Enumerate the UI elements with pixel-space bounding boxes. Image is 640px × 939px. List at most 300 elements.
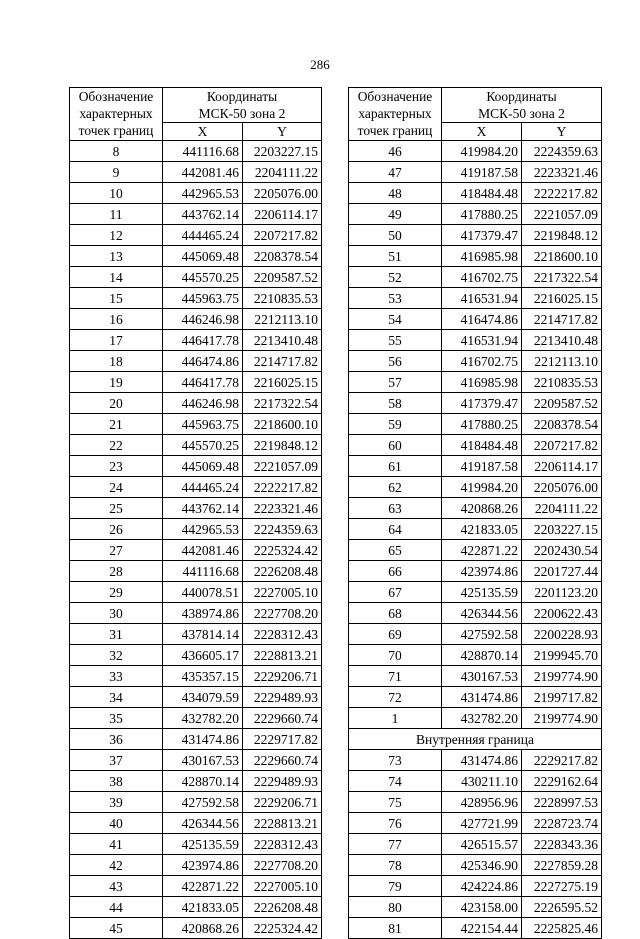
coord-y: 2200228.93 <box>522 624 602 645</box>
coord-y: 2228312.43 <box>243 624 322 645</box>
header-x: X <box>442 123 522 141</box>
coord-y: 2217322.54 <box>522 267 602 288</box>
header-coordinates <box>163 88 322 106</box>
coord-x: 430167.53 <box>442 666 522 687</box>
coord-x: 432782.20 <box>442 708 522 729</box>
table-row <box>349 183 602 204</box>
coord-y: 2201123.20 <box>522 582 602 603</box>
table-row <box>349 204 602 225</box>
coord-x: 419187.58 <box>442 456 522 477</box>
table-row <box>70 540 322 561</box>
point-id: 43 <box>70 876 163 897</box>
point-id: 65 <box>349 540 442 561</box>
table-row <box>70 288 322 309</box>
table-row <box>349 855 602 876</box>
coord-y: 2216025.15 <box>243 372 322 393</box>
point-id: 67 <box>349 582 442 603</box>
point-id: 79 <box>349 876 442 897</box>
header-y: Y <box>243 123 322 141</box>
coord-y: 2209587.52 <box>243 267 322 288</box>
table-row <box>349 162 602 183</box>
point-id: 35 <box>70 708 163 729</box>
coord-y: 2209587.52 <box>522 393 602 414</box>
point-id: 53 <box>349 288 442 309</box>
table-row <box>70 834 322 855</box>
coord-x: 428870.14 <box>442 645 522 666</box>
coord-y: 2224359.63 <box>243 519 322 540</box>
coord-y: 2226208.48 <box>243 561 322 582</box>
point-id: 63 <box>349 498 442 519</box>
table-row <box>349 435 602 456</box>
point-id: 57 <box>349 372 442 393</box>
coord-y: 2229489.93 <box>243 687 322 708</box>
coord-x: 416531.94 <box>442 288 522 309</box>
header-x: X <box>163 123 243 141</box>
coord-y: 2199717.82 <box>522 687 602 708</box>
point-id: 17 <box>70 330 163 351</box>
table-row <box>70 141 322 162</box>
coord-x: 430211.10 <box>442 771 522 792</box>
coord-x: 417379.47 <box>442 225 522 246</box>
point-id: 68 <box>349 603 442 624</box>
coord-x: 437814.14 <box>163 624 243 645</box>
coord-x: 416474.86 <box>442 309 522 330</box>
coord-x: 427592.58 <box>163 792 243 813</box>
table-row <box>70 267 322 288</box>
coord-y: 2200622.43 <box>522 603 602 624</box>
table-row <box>70 351 322 372</box>
coord-y: 2213410.48 <box>243 330 322 351</box>
table-row <box>70 519 322 540</box>
coord-x: 442965.53 <box>163 519 243 540</box>
coordinates-table-right <box>348 87 602 939</box>
table-row <box>70 225 322 246</box>
coord-x: 417880.25 <box>442 204 522 225</box>
table-row <box>70 183 322 204</box>
coord-x: 423974.86 <box>442 561 522 582</box>
coord-y: 2229660.74 <box>243 708 322 729</box>
coord-x: 445570.25 <box>163 267 243 288</box>
header-coords-label-2: МСК-50 зона 2 <box>198 105 286 121</box>
point-id: 23 <box>70 456 163 477</box>
coord-x: 423158.00 <box>442 897 522 918</box>
coord-x: 446246.98 <box>163 393 243 414</box>
coord-y: 2228997.53 <box>522 792 602 813</box>
coord-x: 421833.05 <box>442 519 522 540</box>
point-id: 72 <box>349 687 442 708</box>
table-row <box>349 477 602 498</box>
coord-x: 428956.96 <box>442 792 522 813</box>
header-coordinates-system <box>442 105 602 123</box>
point-id: 27 <box>70 540 163 561</box>
coord-y: 2204111.22 <box>522 498 602 519</box>
table-row <box>70 603 322 624</box>
table-row <box>70 414 322 435</box>
coord-y: 2227859.28 <box>522 855 602 876</box>
coord-y: 2225324.42 <box>243 540 322 561</box>
table-row <box>349 708 602 729</box>
header-coords-label-1: Координаты <box>206 88 278 104</box>
coord-x: 416985.98 <box>442 372 522 393</box>
header-coordinates-system <box>163 105 322 123</box>
coord-x: 420868.26 <box>163 918 243 939</box>
coord-y: 2213410.48 <box>522 330 602 351</box>
point-id: 15 <box>70 288 163 309</box>
coord-x: 426344.56 <box>442 603 522 624</box>
coord-y: 2225825.46 <box>522 918 602 939</box>
coord-x: 443762.14 <box>163 498 243 519</box>
coord-y: 2228813.21 <box>243 645 322 666</box>
coord-y: 2229489.93 <box>243 771 322 792</box>
coord-y: 2222217.82 <box>522 183 602 204</box>
point-id: 50 <box>349 225 442 246</box>
table-row <box>70 498 322 519</box>
coord-y: 2227275.19 <box>522 876 602 897</box>
point-id: 10 <box>70 183 163 204</box>
point-id: 73 <box>349 750 442 771</box>
header-point-designation-cont2 <box>349 123 442 141</box>
header-point-designation <box>349 88 442 106</box>
coord-x: 446246.98 <box>163 309 243 330</box>
coord-y: 2199774.90 <box>522 666 602 687</box>
point-id: 55 <box>349 330 442 351</box>
point-id: 54 <box>349 309 442 330</box>
coord-x: 416531.94 <box>442 330 522 351</box>
coord-x: 416985.98 <box>442 246 522 267</box>
point-id: 31 <box>70 624 163 645</box>
table-row <box>349 687 602 708</box>
coord-x: 427721.99 <box>442 813 522 834</box>
coord-x: 435357.15 <box>163 666 243 687</box>
coord-x: 441116.68 <box>163 561 243 582</box>
table-row <box>70 582 322 603</box>
table-row <box>349 288 602 309</box>
coord-x: 427592.58 <box>442 624 522 645</box>
point-id: 20 <box>70 393 163 414</box>
coord-x: 431474.86 <box>163 729 243 750</box>
point-id: 71 <box>349 666 442 687</box>
point-id: 19 <box>70 372 163 393</box>
coord-y: 2219848.12 <box>243 435 322 456</box>
coord-x: 434079.59 <box>163 687 243 708</box>
table-row <box>70 876 322 897</box>
header-point-label-3: точек границ <box>357 123 433 139</box>
coord-y: 2229717.82 <box>243 729 322 750</box>
table-row <box>349 876 602 897</box>
point-id: 56 <box>349 351 442 372</box>
point-id: 9 <box>70 162 163 183</box>
table-row <box>70 624 322 645</box>
point-id: 30 <box>70 603 163 624</box>
coord-y: 2214717.82 <box>522 309 602 330</box>
table-row <box>349 561 602 582</box>
coord-y: 2208378.54 <box>243 246 322 267</box>
table-row <box>349 351 602 372</box>
coord-x: 446417.78 <box>163 372 243 393</box>
coord-y: 2224359.63 <box>522 141 602 162</box>
coord-y: 2223321.46 <box>243 498 322 519</box>
point-id: 46 <box>349 141 442 162</box>
coord-x: 442081.46 <box>163 162 243 183</box>
table-row <box>349 582 602 603</box>
coord-x: 445963.75 <box>163 414 243 435</box>
point-id: 70 <box>349 645 442 666</box>
coord-x: 445069.48 <box>163 246 243 267</box>
point-id: 62 <box>349 477 442 498</box>
coord-x: 444465.24 <box>163 225 243 246</box>
point-id: 74 <box>349 771 442 792</box>
point-id: 49 <box>349 204 442 225</box>
table-row <box>70 204 322 225</box>
point-id: 36 <box>70 729 163 750</box>
coord-x: 418484.48 <box>442 435 522 456</box>
coord-x: 442081.46 <box>163 540 243 561</box>
left-table-body <box>70 141 322 939</box>
coord-x: 441116.68 <box>163 141 243 162</box>
header-coordinates <box>442 88 602 106</box>
coord-x: 420868.26 <box>442 498 522 519</box>
coord-y: 2204111.22 <box>243 162 322 183</box>
point-id: 78 <box>349 855 442 876</box>
coord-x: 442965.53 <box>163 183 243 204</box>
point-id: 32 <box>70 645 163 666</box>
point-id: 33 <box>70 666 163 687</box>
coord-y: 2225324.42 <box>243 918 322 939</box>
coord-x: 444465.24 <box>163 477 243 498</box>
point-id: 39 <box>70 792 163 813</box>
coord-x: 425135.59 <box>442 582 522 603</box>
coord-y: 2226595.52 <box>522 897 602 918</box>
table-row <box>349 330 602 351</box>
point-id: 34 <box>70 687 163 708</box>
table-row <box>70 855 322 876</box>
table-row <box>349 771 602 792</box>
header-coords-label-2: МСК-50 зона 2 <box>478 105 565 121</box>
point-id: 40 <box>70 813 163 834</box>
coord-y: 2227708.20 <box>243 855 322 876</box>
coord-x: 443762.14 <box>163 204 243 225</box>
coord-y: 2207217.82 <box>522 435 602 456</box>
table-row <box>70 456 322 477</box>
point-id: 76 <box>349 813 442 834</box>
section-row <box>349 729 602 750</box>
coord-x: 421833.05 <box>163 897 243 918</box>
header-point-designation-cont <box>70 105 163 123</box>
coord-y: 2218600.10 <box>522 246 602 267</box>
table-row <box>70 645 322 666</box>
point-id: 13 <box>70 246 163 267</box>
coord-y: 2205076.00 <box>243 183 322 204</box>
point-id: 28 <box>70 561 163 582</box>
coord-y: 2221057.09 <box>243 456 322 477</box>
point-id: 60 <box>349 435 442 456</box>
table-row <box>349 456 602 477</box>
coord-x: 432782.20 <box>163 708 243 729</box>
coord-y: 2228813.21 <box>243 813 322 834</box>
coord-x: 425135.59 <box>163 834 243 855</box>
coord-x: 422154.44 <box>442 918 522 939</box>
coord-x: 445570.25 <box>163 435 243 456</box>
table-row <box>70 813 322 834</box>
point-id: 29 <box>70 582 163 603</box>
coord-y: 2206114.17 <box>243 204 322 225</box>
table-row <box>349 246 602 267</box>
coord-y: 2222217.82 <box>243 477 322 498</box>
point-id: 26 <box>70 519 163 540</box>
table-row <box>349 666 602 687</box>
coord-y: 2206114.17 <box>522 456 602 477</box>
coord-x: 436605.17 <box>163 645 243 666</box>
point-id: 24 <box>70 477 163 498</box>
point-id: 16 <box>70 309 163 330</box>
header-point-label-2: характерных <box>79 105 153 121</box>
coord-y: 2214717.82 <box>243 351 322 372</box>
coord-x: 426515.57 <box>442 834 522 855</box>
header-point-label-2: характерных <box>358 105 432 121</box>
table-row <box>70 561 322 582</box>
table-row <box>70 666 322 687</box>
coord-y: 2227005.10 <box>243 876 322 897</box>
coord-y: 2216025.15 <box>522 288 602 309</box>
point-id: 80 <box>349 897 442 918</box>
coord-x: 419984.20 <box>442 477 522 498</box>
coord-y: 2207217.82 <box>243 225 322 246</box>
coord-y: 2229217.82 <box>522 750 602 771</box>
table-row <box>70 435 322 456</box>
coord-y: 2228723.74 <box>522 813 602 834</box>
point-id: 14 <box>70 267 163 288</box>
table-row <box>70 393 322 414</box>
point-id: 77 <box>349 834 442 855</box>
header-point-label-1: Обозначение <box>357 88 433 104</box>
coord-x: 430167.53 <box>163 750 243 771</box>
point-id: 47 <box>349 162 442 183</box>
coord-y: 2228312.43 <box>243 834 322 855</box>
table-row <box>349 897 602 918</box>
coord-x: 440078.51 <box>163 582 243 603</box>
coord-y: 2208378.54 <box>522 414 602 435</box>
coordinates-table-left <box>69 87 322 939</box>
header-point-label-1: Обозначение <box>78 88 154 104</box>
table-row <box>70 477 322 498</box>
coord-x: 431474.86 <box>442 687 522 708</box>
coord-y: 2227005.10 <box>243 582 322 603</box>
point-id: 18 <box>70 351 163 372</box>
header-point-designation <box>70 88 163 106</box>
coord-y: 2212113.10 <box>522 351 602 372</box>
table-row <box>70 771 322 792</box>
table-row <box>349 414 602 435</box>
header-point-label-3: точек границ <box>78 123 154 139</box>
coord-y: 2228343.36 <box>522 834 602 855</box>
point-id: 21 <box>70 414 163 435</box>
inner-boundary-label: Внутренняя граница <box>349 729 602 750</box>
coord-y: 2210835.53 <box>522 372 602 393</box>
coord-x: 423974.86 <box>163 855 243 876</box>
point-id: 25 <box>70 498 163 519</box>
table-row <box>349 519 602 540</box>
coord-x: 431474.86 <box>442 750 522 771</box>
point-id: 66 <box>349 561 442 582</box>
table-row <box>70 246 322 267</box>
coord-y: 2201727.44 <box>522 561 602 582</box>
point-id: 64 <box>349 519 442 540</box>
coord-x: 416702.75 <box>442 267 522 288</box>
table-row <box>349 624 602 645</box>
coord-y: 2202430.54 <box>522 540 602 561</box>
coord-x: 419984.20 <box>442 141 522 162</box>
coord-x: 422871.22 <box>442 540 522 561</box>
table-row <box>70 372 322 393</box>
table-row <box>70 708 322 729</box>
coord-y: 2199945.70 <box>522 645 602 666</box>
table-row <box>349 309 602 330</box>
point-id: 75 <box>349 792 442 813</box>
point-id: 22 <box>70 435 163 456</box>
coord-x: 438974.86 <box>163 603 243 624</box>
coord-x: 418484.48 <box>442 183 522 204</box>
coord-y: 2217322.54 <box>243 393 322 414</box>
header-y: Y <box>522 123 602 141</box>
coord-x: 416702.75 <box>442 351 522 372</box>
coord-y: 2199774.90 <box>522 708 602 729</box>
coord-x: 445963.75 <box>163 288 243 309</box>
coord-y: 2223321.46 <box>522 162 602 183</box>
point-id: 42 <box>70 855 163 876</box>
point-id: 48 <box>349 183 442 204</box>
table-row <box>70 330 322 351</box>
coord-x: 417379.47 <box>442 393 522 414</box>
point-id: 45 <box>70 918 163 939</box>
point-id: 38 <box>70 771 163 792</box>
point-id: 59 <box>349 414 442 435</box>
point-id: 41 <box>70 834 163 855</box>
coord-y: 2229206.71 <box>243 666 322 687</box>
table-row <box>70 729 322 750</box>
header-point-designation-cont <box>349 105 442 123</box>
coord-y: 2229660.74 <box>243 750 322 771</box>
point-id: 44 <box>70 897 163 918</box>
header-coords-label-1: Координаты <box>486 88 557 104</box>
coord-x: 425346.90 <box>442 855 522 876</box>
table-row <box>349 141 602 162</box>
table-row <box>349 498 602 519</box>
table-row <box>349 540 602 561</box>
table-row <box>349 645 602 666</box>
point-id: 8 <box>70 141 163 162</box>
table-row <box>349 372 602 393</box>
table-row <box>70 897 322 918</box>
coord-y: 2221057.09 <box>522 204 602 225</box>
table-row <box>349 603 602 624</box>
point-id: 37 <box>70 750 163 771</box>
page-number: 286 <box>310 57 330 72</box>
right-table-body <box>349 141 602 939</box>
coord-y: 2229206.71 <box>243 792 322 813</box>
coord-y: 2227708.20 <box>243 603 322 624</box>
table-row <box>70 792 322 813</box>
table-row <box>70 309 322 330</box>
coord-x: 422871.22 <box>163 876 243 897</box>
coord-x: 424224.86 <box>442 876 522 897</box>
coord-y: 2203227.15 <box>243 141 322 162</box>
coord-x: 446417.78 <box>163 330 243 351</box>
table-row <box>349 813 602 834</box>
coord-y: 2226208.48 <box>243 897 322 918</box>
coord-x: 417880.25 <box>442 414 522 435</box>
point-id: 61 <box>349 456 442 477</box>
point-id: 52 <box>349 267 442 288</box>
